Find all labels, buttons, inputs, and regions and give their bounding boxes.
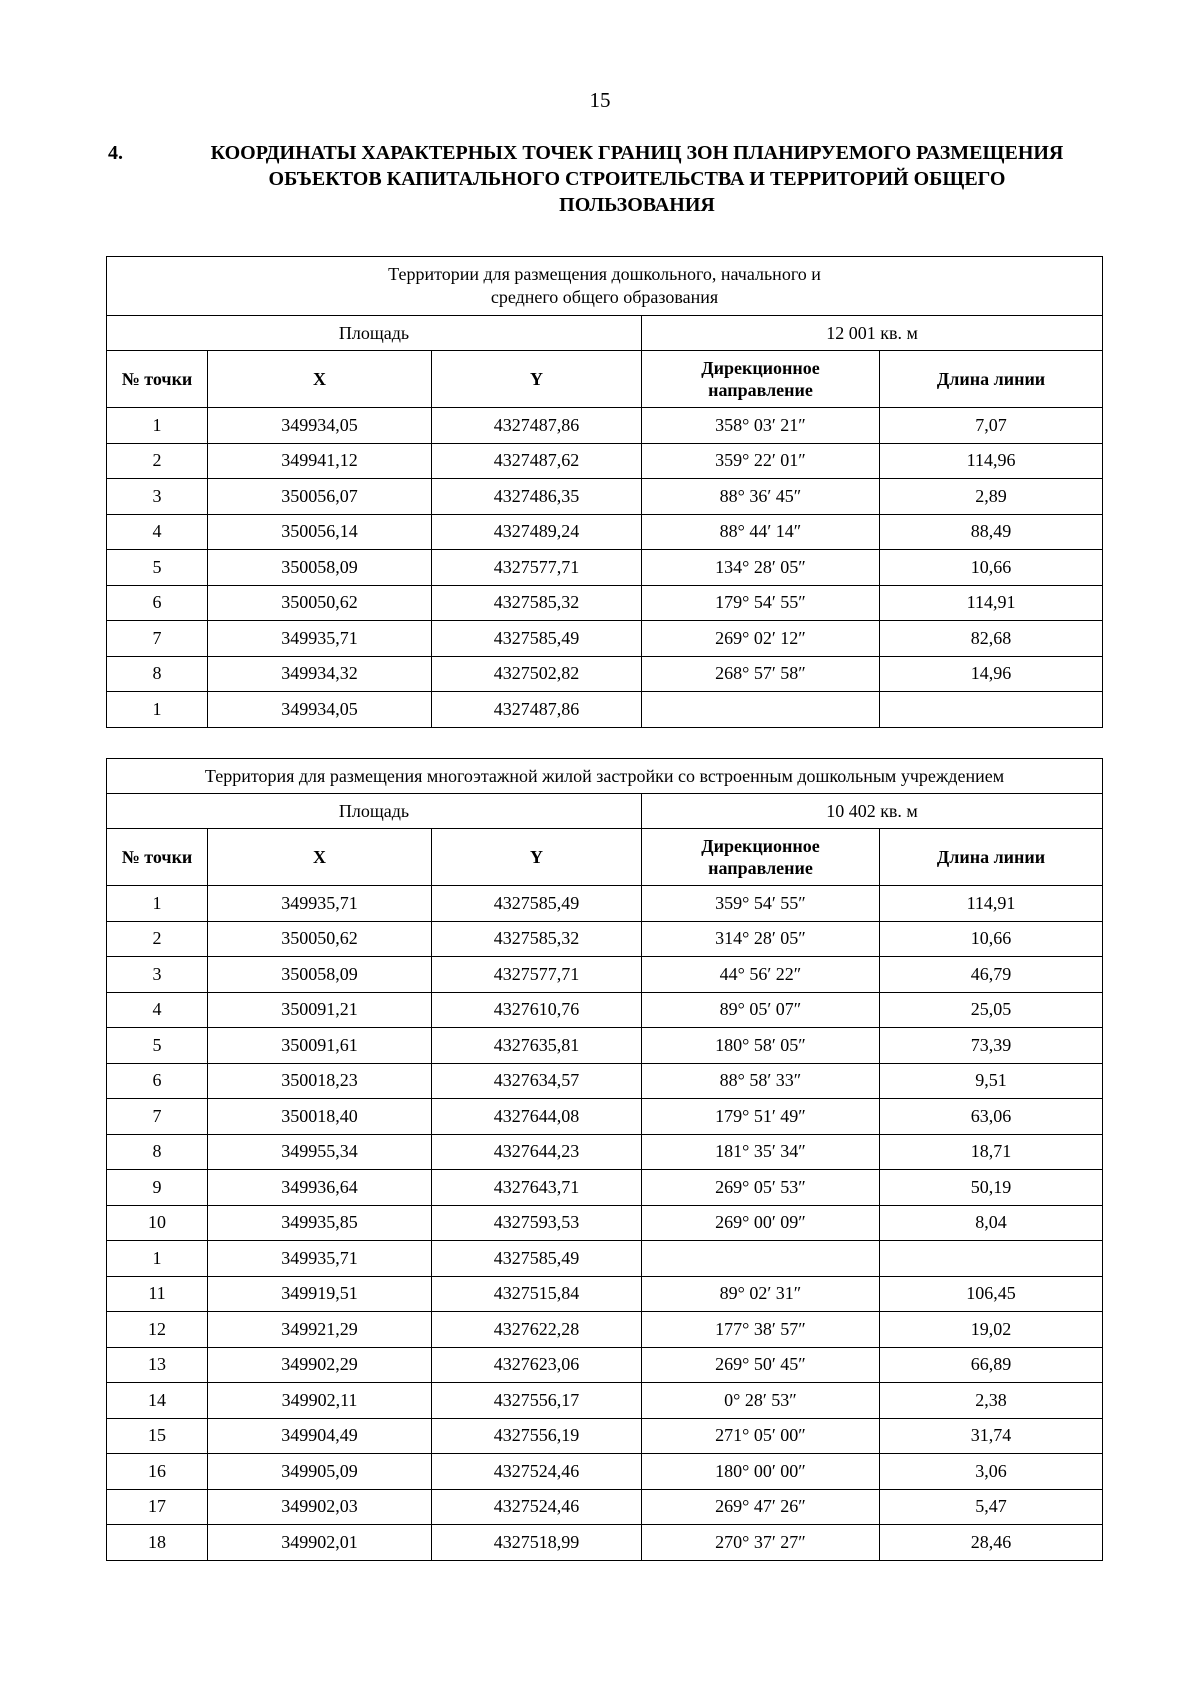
- table-row: [107, 1170, 1103, 1206]
- cell-x: 349934,05: [208, 408, 432, 444]
- cell-direction: 179° 51′ 49″: [642, 1099, 880, 1135]
- cell-y: 4327610,76: [432, 992, 642, 1028]
- table-row: [107, 514, 1103, 550]
- table-title-line: Территория для размещения многоэтажной жилой застройки со встроенным дошкольным учреждением: [204, 765, 1005, 786]
- cell-y: 4327644,08: [432, 1099, 642, 1135]
- cell-x: 349919,51: [208, 1276, 432, 1312]
- cell-x: 350058,09: [208, 957, 432, 993]
- cell-y: 4327524,46: [432, 1454, 642, 1490]
- table-row: [107, 550, 1103, 586]
- table-row: [107, 992, 1103, 1028]
- col-header-direction-line: направление: [708, 858, 813, 878]
- table-title-row: [107, 257, 1103, 316]
- cell-direction: 270° 37′ 27″: [642, 1525, 880, 1561]
- table-row: [107, 1276, 1103, 1312]
- table-row: [107, 1418, 1103, 1454]
- cell-point: 9: [107, 1170, 208, 1206]
- cell-direction: 180° 00′ 00″: [642, 1454, 880, 1490]
- table-row: [107, 1028, 1103, 1064]
- cell-point: 5: [107, 550, 208, 586]
- cell-direction: 89° 02′ 31″: [642, 1276, 880, 1312]
- cell-point: 14: [107, 1383, 208, 1419]
- table-row: [107, 1454, 1103, 1490]
- area-label: Площадь: [107, 794, 642, 829]
- cell-y: 4327593,53: [432, 1205, 642, 1241]
- cell-x: 350018,40: [208, 1099, 432, 1135]
- cell-y: 4327502,82: [432, 656, 642, 692]
- cell-point: 15: [107, 1418, 208, 1454]
- cell-point: 18: [107, 1525, 208, 1561]
- cell-point: 16: [107, 1454, 208, 1490]
- cell-length: 19,02: [880, 1312, 1103, 1348]
- table-row: [107, 1525, 1103, 1561]
- cell-length: 14,96: [880, 656, 1103, 692]
- cell-direction: 88° 44′ 14″: [642, 514, 880, 550]
- cell-x: 349934,32: [208, 656, 432, 692]
- table-row: [107, 1099, 1103, 1135]
- table-row: [107, 957, 1103, 993]
- cell-length: 63,06: [880, 1099, 1103, 1135]
- col-header-length: Длина линии: [880, 351, 1103, 408]
- cell-x: 349934,05: [208, 692, 432, 728]
- cell-direction: 177° 38′ 57″: [642, 1312, 880, 1348]
- col-header-x: X: [208, 351, 432, 408]
- cell-direction: 271° 05′ 00″: [642, 1418, 880, 1454]
- cell-direction: 359° 54′ 55″: [642, 886, 880, 922]
- cell-x: 349902,11: [208, 1383, 432, 1419]
- cell-direction: 314° 28′ 05″: [642, 921, 880, 957]
- section-title: [156, 140, 1118, 218]
- cell-direction: 268° 57′ 58″: [642, 656, 880, 692]
- cell-y: 4327585,49: [432, 1241, 642, 1277]
- cell-point: 4: [107, 514, 208, 550]
- cell-direction: 358° 03′ 21″: [642, 408, 880, 444]
- cell-point: 11: [107, 1276, 208, 1312]
- cell-y: 4327643,71: [432, 1170, 642, 1206]
- cell-y: 4327585,49: [432, 621, 642, 657]
- cell-length: 2,89: [880, 479, 1103, 515]
- cell-direction: [642, 1241, 880, 1277]
- table-row: [107, 692, 1103, 728]
- cell-y: 4327623,06: [432, 1347, 642, 1383]
- cell-point: 1: [107, 886, 208, 922]
- cell-y: 4327486,35: [432, 479, 642, 515]
- cell-y: 4327585,49: [432, 886, 642, 922]
- cell-direction: [642, 692, 880, 728]
- cell-x: 349902,01: [208, 1525, 432, 1561]
- cell-length: 114,91: [880, 886, 1103, 922]
- table-row: [107, 1312, 1103, 1348]
- cell-point: 3: [107, 479, 208, 515]
- section-title-line: КООРДИНАТЫ ХАРАКТЕРНЫХ ТОЧЕК ГРАНИЦ ЗОН ПЛАНИРУЕМОГО РАЗМЕЩЕНИЯ: [210, 142, 1064, 164]
- table-row: [107, 1241, 1103, 1277]
- cell-length: 88,49: [880, 514, 1103, 550]
- cell-direction: 89° 05′ 07″: [642, 992, 880, 1028]
- table-body: [107, 408, 1103, 728]
- col-header-point: № точки: [107, 351, 208, 408]
- table-row: [107, 1134, 1103, 1170]
- table-row: [107, 621, 1103, 657]
- table-title: [107, 759, 1103, 794]
- cell-direction: 0° 28′ 53″: [642, 1383, 880, 1419]
- cell-direction: 269° 02′ 12″: [642, 621, 880, 657]
- cell-x: 349902,29: [208, 1347, 432, 1383]
- cell-y: 4327634,57: [432, 1063, 642, 1099]
- cell-x: 349936,64: [208, 1170, 432, 1206]
- cell-point: 1: [107, 1241, 208, 1277]
- col-header-y: Y: [432, 829, 642, 886]
- table-title-row: [107, 759, 1103, 794]
- cell-y: 4327524,46: [432, 1489, 642, 1525]
- col-header-direction-line: направление: [708, 380, 813, 400]
- cell-y: 4327487,86: [432, 408, 642, 444]
- cell-point: 4: [107, 992, 208, 1028]
- area-value: 12 001 кв. м: [642, 316, 1103, 351]
- coordinates-table-residential: [106, 758, 1103, 1561]
- cell-x: 349935,71: [208, 886, 432, 922]
- cell-x: 350091,21: [208, 992, 432, 1028]
- cell-length: 3,06: [880, 1454, 1103, 1490]
- cell-length: 18,71: [880, 1134, 1103, 1170]
- cell-y: 4327644,23: [432, 1134, 642, 1170]
- col-header-point: № точки: [107, 829, 208, 886]
- cell-point: 2: [107, 921, 208, 957]
- cell-length: 2,38: [880, 1383, 1103, 1419]
- cell-y: 4327518,99: [432, 1525, 642, 1561]
- section-title-line: ПОЛЬЗОВАНИЯ: [559, 194, 715, 216]
- cell-y: 4327489,24: [432, 514, 642, 550]
- cell-x: 350058,09: [208, 550, 432, 586]
- cell-x: 349941,12: [208, 443, 432, 479]
- cell-point: 6: [107, 1063, 208, 1099]
- cell-length: 106,45: [880, 1276, 1103, 1312]
- cell-point: 8: [107, 656, 208, 692]
- cell-point: 6: [107, 585, 208, 621]
- table-head: [107, 257, 1103, 408]
- cell-length: 28,46: [880, 1525, 1103, 1561]
- cell-direction: 180° 58′ 05″: [642, 1028, 880, 1064]
- cell-y: 4327622,28: [432, 1312, 642, 1348]
- area-label: Площадь: [107, 316, 642, 351]
- cell-direction: 44° 56′ 22″: [642, 957, 880, 993]
- col-header-direction-line: Дирекционное: [701, 836, 820, 856]
- cell-y: 4327585,32: [432, 921, 642, 957]
- cell-length: 5,47: [880, 1489, 1103, 1525]
- cell-x: 350056,07: [208, 479, 432, 515]
- cell-y: 4327487,86: [432, 692, 642, 728]
- cell-y: 4327585,32: [432, 585, 642, 621]
- table-row: [107, 408, 1103, 444]
- cell-length: 25,05: [880, 992, 1103, 1028]
- cell-point: 3: [107, 957, 208, 993]
- area-row: [107, 794, 1103, 829]
- cell-point: 10: [107, 1205, 208, 1241]
- cell-direction: 359° 22′ 01″: [642, 443, 880, 479]
- cell-x: 349921,29: [208, 1312, 432, 1348]
- table-row: [107, 921, 1103, 957]
- cell-y: 4327556,17: [432, 1383, 642, 1419]
- cell-x: 350018,23: [208, 1063, 432, 1099]
- cell-point: 13: [107, 1347, 208, 1383]
- col-header-direction-line: Дирекционное: [701, 358, 820, 378]
- table-head: [107, 759, 1103, 886]
- cell-x: 349935,85: [208, 1205, 432, 1241]
- col-header-direction: [642, 351, 880, 408]
- cell-point: 1: [107, 408, 208, 444]
- cell-length: 10,66: [880, 921, 1103, 957]
- table-title-line: Территории для размещения дошкольного, начального и: [388, 264, 821, 284]
- cell-y: 4327515,84: [432, 1276, 642, 1312]
- cell-y: 4327487,62: [432, 443, 642, 479]
- area-value: 10 402 кв. м: [642, 794, 1103, 829]
- cell-length: 66,89: [880, 1347, 1103, 1383]
- section-title-line: ОБЪЕКТОВ КАПИТАЛЬНОГО СТРОИТЕЛЬСТВА И ТЕРРИТОРИЙ ОБЩЕГО: [268, 168, 1006, 190]
- cell-length: 9,51: [880, 1063, 1103, 1099]
- table-body: [107, 886, 1103, 1561]
- cell-direction: 88° 36′ 45″: [642, 479, 880, 515]
- page-number: 15: [589, 88, 611, 112]
- cell-point: 8: [107, 1134, 208, 1170]
- table-row: [107, 1347, 1103, 1383]
- cell-point: 7: [107, 1099, 208, 1135]
- cell-point: 5: [107, 1028, 208, 1064]
- cell-x: 350050,62: [208, 585, 432, 621]
- cell-length: 7,07: [880, 408, 1103, 444]
- cell-x: 349904,49: [208, 1418, 432, 1454]
- cell-y: 4327577,71: [432, 957, 642, 993]
- col-header-length: Длина линии: [880, 829, 1103, 886]
- cell-direction: 269° 47′ 26″: [642, 1489, 880, 1525]
- cell-length: [880, 692, 1103, 728]
- area-row: [107, 316, 1103, 351]
- cell-x: 349902,03: [208, 1489, 432, 1525]
- cell-length: 50,19: [880, 1170, 1103, 1206]
- cell-length: 82,68: [880, 621, 1103, 657]
- cell-length: 31,74: [880, 1418, 1103, 1454]
- table-row: [107, 886, 1103, 922]
- table-title-line: среднего общего образования: [490, 287, 719, 307]
- table-title: [107, 257, 1103, 316]
- cell-direction: 134° 28′ 05″: [642, 550, 880, 586]
- col-header-y: Y: [432, 351, 642, 408]
- table-row: [107, 1063, 1103, 1099]
- cell-length: 46,79: [880, 957, 1103, 993]
- cell-x: 350056,14: [208, 514, 432, 550]
- section-heading: [108, 140, 1118, 218]
- cell-point: 2: [107, 443, 208, 479]
- cell-length: 114,91: [880, 585, 1103, 621]
- cell-direction: 269° 50′ 45″: [642, 1347, 880, 1383]
- cell-point: 12: [107, 1312, 208, 1348]
- cell-point: 7: [107, 621, 208, 657]
- table-row: [107, 1489, 1103, 1525]
- cell-direction: 269° 05′ 53″: [642, 1170, 880, 1206]
- table-row: [107, 443, 1103, 479]
- cell-y: 4327635,81: [432, 1028, 642, 1064]
- cell-length: [880, 1241, 1103, 1277]
- coordinates-table-education: [106, 256, 1103, 728]
- col-header-direction: [642, 829, 880, 886]
- table-row: [107, 656, 1103, 692]
- cell-x: 349955,34: [208, 1134, 432, 1170]
- cell-point: 1: [107, 692, 208, 728]
- cell-direction: 179° 54′ 55″: [642, 585, 880, 621]
- cell-point: 17: [107, 1489, 208, 1525]
- column-header-row: [107, 829, 1103, 886]
- cell-x: 350091,61: [208, 1028, 432, 1064]
- cell-x: 349935,71: [208, 1241, 432, 1277]
- cell-x: 350050,62: [208, 921, 432, 957]
- cell-y: 4327577,71: [432, 550, 642, 586]
- cell-length: 114,96: [880, 443, 1103, 479]
- section-number: 4.: [108, 142, 123, 164]
- cell-direction: 269° 00′ 09″: [642, 1205, 880, 1241]
- table-row: [107, 585, 1103, 621]
- cell-x: 349935,71: [208, 621, 432, 657]
- table-row: [107, 1383, 1103, 1419]
- cell-x: 349905,09: [208, 1454, 432, 1490]
- cell-length: 8,04: [880, 1205, 1103, 1241]
- table-row: [107, 479, 1103, 515]
- col-header-x: X: [208, 829, 432, 886]
- cell-y: 4327556,19: [432, 1418, 642, 1454]
- cell-length: 73,39: [880, 1028, 1103, 1064]
- column-header-row: [107, 351, 1103, 408]
- cell-direction: 181° 35′ 34″: [642, 1134, 880, 1170]
- cell-length: 10,66: [880, 550, 1103, 586]
- table-row: [107, 1205, 1103, 1241]
- cell-direction: 88° 58′ 33″: [642, 1063, 880, 1099]
